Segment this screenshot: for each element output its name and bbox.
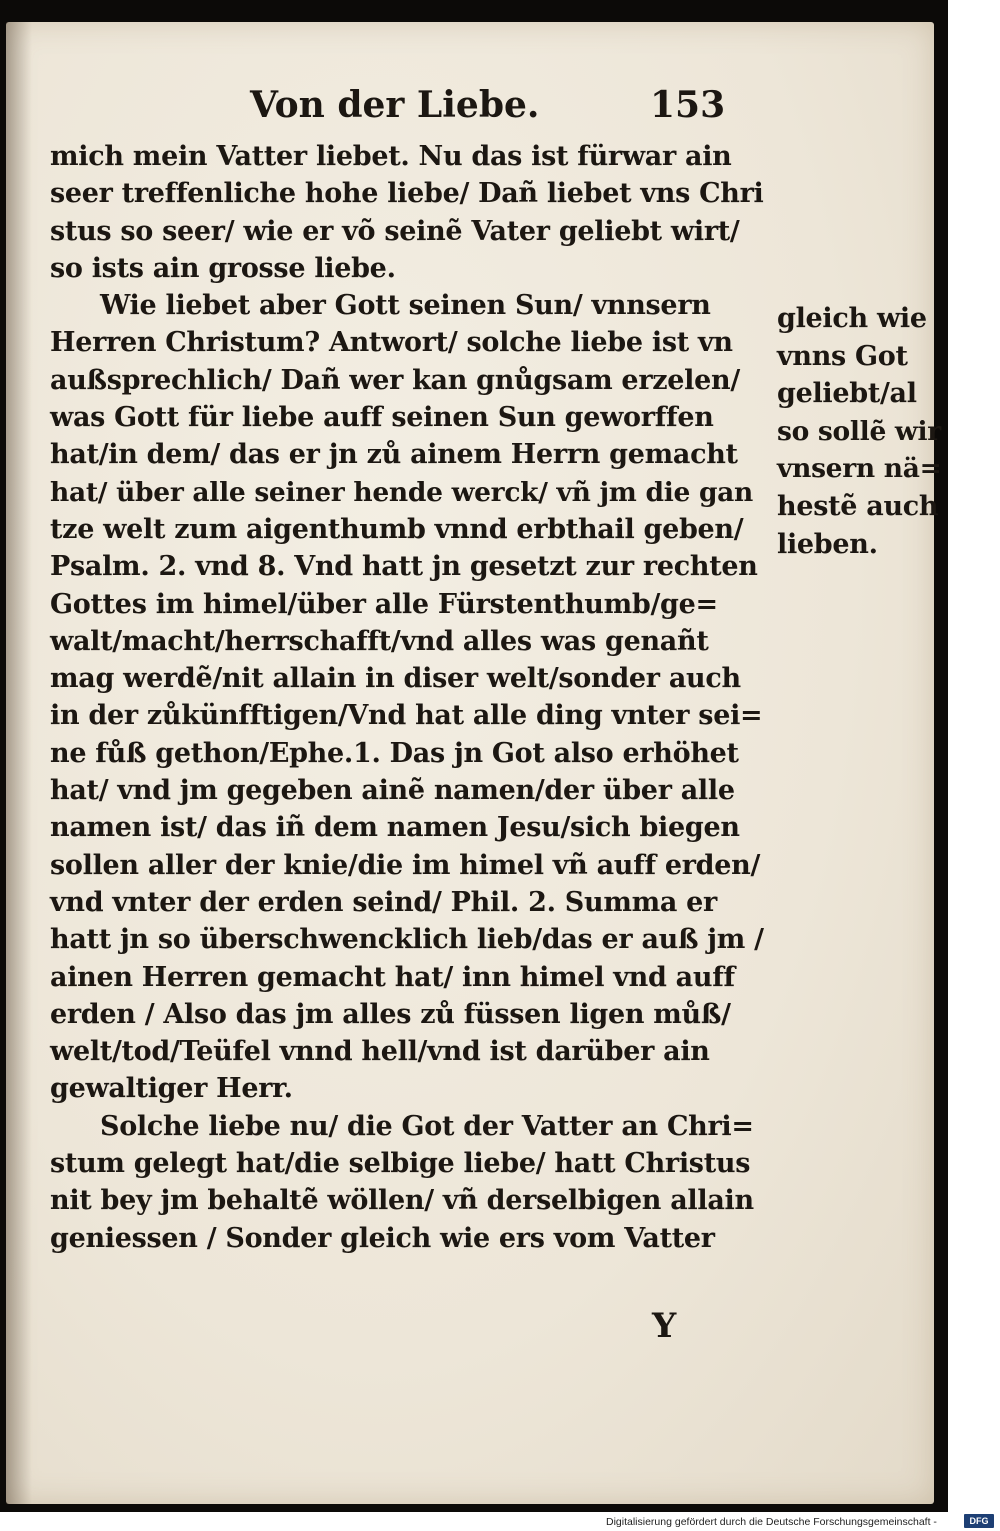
body-line: Herren Christum? Antwort/ solche liebe ist vn — [50, 327, 733, 359]
margin-note-line: hestẽ auch — [777, 490, 939, 522]
body-text — [50, 138, 765, 1257]
running-head: Von der Liebe. — [250, 84, 540, 126]
body-line: hatt jn so überschwencklich lieb/das er auß jm / — [50, 924, 764, 956]
body-line: gewaltiger Herr. — [50, 1073, 293, 1105]
margin-note — [777, 300, 942, 563]
body-line: namen ist/ das iñ dem namen Jesu/sich biegen — [50, 812, 740, 844]
body-line: so ists ain grosse liebe. — [50, 252, 396, 284]
margin-note-line: vnsern nä= — [777, 453, 942, 485]
body-line: hat/ vnd jm gegeben ainẽ namen/der über alle — [50, 775, 735, 807]
spine-shadow — [6, 22, 32, 1504]
body-line: Solche liebe nu/ die Got der Vatter an Chri= — [100, 1110, 754, 1142]
margin-note-line: lieben. — [777, 528, 878, 560]
body-line: sollen aller der knie/die im himel vñ auff erden/ — [50, 849, 761, 881]
body-line: seer treffenliche hohe liebe/ Dañ liebet vns Chri — [50, 178, 764, 210]
body-line: ainen Herren gemacht hat/ inn himel vnd auff — [50, 961, 735, 993]
body-line: mag werdẽ/nit allain in diser welt/sonder auch — [50, 663, 741, 695]
body-line: hat/ über alle seiner hende werck/ vñ jm die gan — [50, 476, 754, 508]
body-line: walt/macht/herrschafft/vnd alles was genañt — [50, 625, 709, 657]
body-line: geniessen / Sonder gleich wie ers vom Vatter — [50, 1222, 715, 1254]
body-line: Gottes im himel/über alle Fürstenthumb/ge= — [50, 588, 718, 620]
body-line: hat/in dem/ das er jn zů ainem Herrn gemacht — [50, 439, 738, 471]
dfg-logo: DFG — [964, 1514, 994, 1528]
body-line: tze welt zum aigenthumb vnnd erbthail geben/ — [50, 513, 744, 545]
body-line: was Gott für liebe auff seinen Sun geworffen — [50, 402, 714, 434]
body-line: mich mein Vatter liebet. Nu das ist fürwar ain — [50, 141, 732, 172]
page-number: 153 — [650, 84, 726, 126]
footer-credit: Digitalisierung gefördert durch die Deutsche Forschungsgemeinschaft - — [606, 1516, 937, 1528]
signature-mark: Y — [652, 1306, 677, 1346]
body-line: erden / Also das jm alles zů füssen ligen můß/ — [50, 998, 731, 1030]
body-line: stus so seer/ wie er võ seinẽ Vater geliebt wirt/ — [50, 215, 740, 247]
body-line: stum gelegt hat/die selbige liebe/ hatt Christus — [50, 1148, 751, 1180]
body-line: vnd vnter der erden seind/ Phil. 2. Summa er — [50, 886, 717, 918]
body-line: ne fůß gethon/Ephe.1. Das jn Got also erhöhet — [50, 737, 739, 769]
body-line: Wie liebet aber Gott seinen Sun/ vnnsern — [100, 290, 711, 322]
body-line: Psalm. 2. vnd 8. Vnd hatt jn gesetzt zur rechten — [50, 551, 758, 583]
body-line: nit bey jm behaltẽ wöllen/ vñ derselbigen allain — [50, 1185, 754, 1217]
margin-note-line: so sollẽ wir — [777, 415, 941, 447]
body-line: welt/tod/Teüfel vnnd hell/vnd ist darüber ain — [50, 1036, 710, 1068]
body-line: in der zůkünfftigen/Vnd hat alle ding vnter sei= — [50, 700, 763, 732]
margin-note-line: vnns Got — [777, 340, 908, 372]
margin-note-line: geliebt/al — [777, 378, 917, 410]
body-line: außsprechlich/ Dañ wer kan gnůgsam erzelen/ — [50, 364, 740, 396]
margin-note-line: gleich wie — [777, 303, 927, 334]
